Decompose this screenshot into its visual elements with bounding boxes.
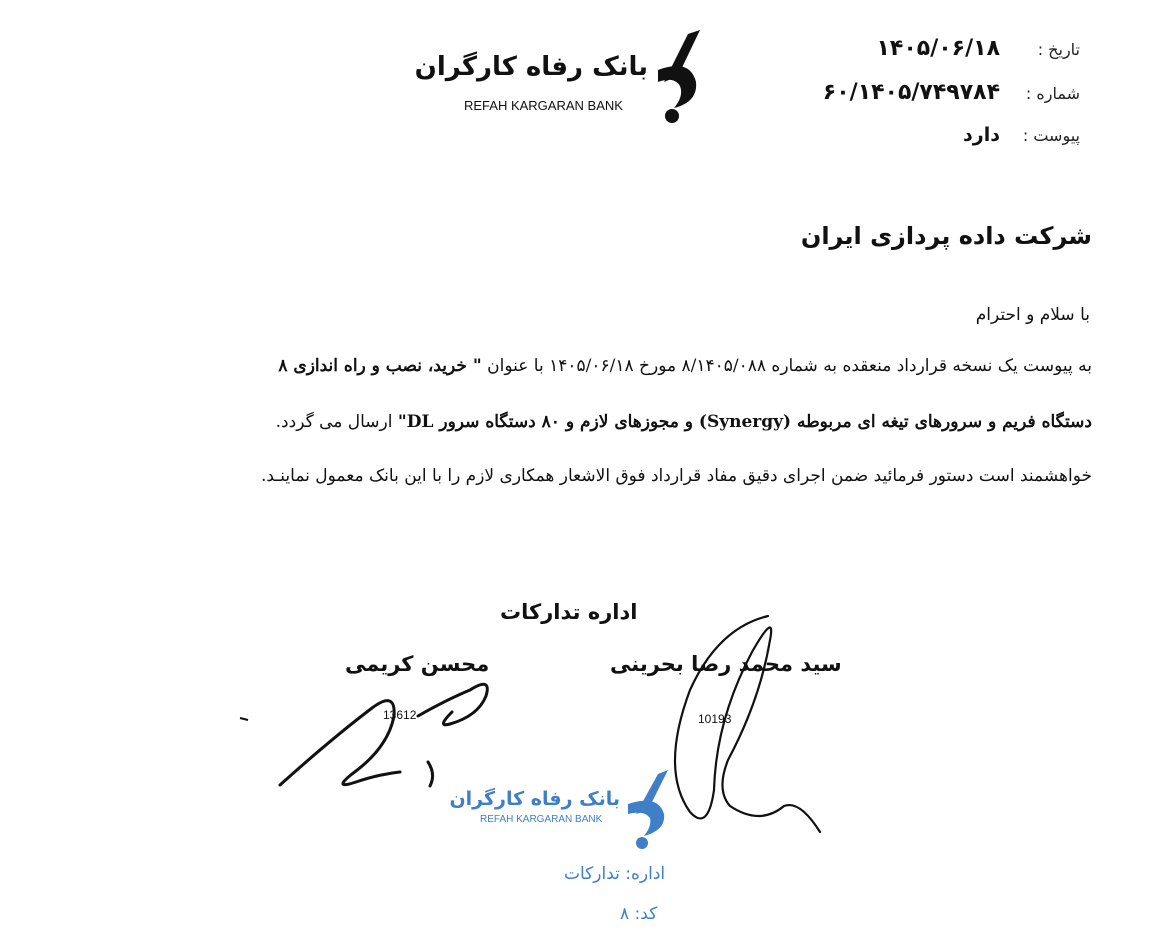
signature-dash xyxy=(240,718,248,720)
stamp-emblem-icon xyxy=(622,770,678,850)
body-line-1-bold: " خرید، نصب و راه اندازی ۸ xyxy=(278,356,482,376)
signer-left-name: محسن کریمی xyxy=(345,652,490,676)
attachment-label: پیوست : xyxy=(1022,126,1080,145)
number-label: شماره : xyxy=(1025,84,1080,103)
stamp-logo-en: REFAH KARGARAN BANK xyxy=(480,814,603,825)
stamp-code: کد: ۸ xyxy=(620,904,658,924)
body-line-2-bold: دستگاه فریم و سرورهای تیغه ای مربوطه (Synergy) و مجوزهای لازم و ۸۰ دستگاه سرور DL" xyxy=(397,412,1092,432)
body-line-2-plain: ارسال می گردد. xyxy=(275,412,398,432)
date-label: تاریخ : xyxy=(1037,40,1080,59)
stamp-logo-fa: بانک رفاه کارگران xyxy=(449,788,620,810)
greeting: با سلام و احترام xyxy=(975,305,1090,325)
signer-left-code: 13612 xyxy=(383,708,417,722)
official-stamp xyxy=(449,770,678,930)
signature-left xyxy=(280,684,487,786)
attachment-value: دارد xyxy=(963,124,1000,146)
department-title: اداره تدارکات xyxy=(500,600,638,624)
number-value: ۶۰/۱۴۰۵/۷۴۹۷۸۴ xyxy=(822,80,1000,105)
body-line-1-plain: به پیوست یک نسخه قرارداد منعقده به شماره ۸/۱۴۰۵/۰۸۸ مورخ ۱۴۰۵/۰۶/۱۸ با عنوان xyxy=(481,356,1092,376)
logo-text-fa: بانک رفاه کارگران xyxy=(414,52,648,82)
signer-right-code: 10193 xyxy=(698,712,732,726)
stamp-department: اداره: تدارکات xyxy=(564,864,666,884)
logo-text-en: REFAH KARGARAN BANK xyxy=(464,98,623,113)
signature-right xyxy=(675,616,820,832)
body-line-3: خواهشمند است دستور فرمائید ضمن اجرای دقیق مفاد قرارداد فوق الاشعار همکاری لازم را با این بانک معمول نماینـد. xyxy=(260,466,1092,486)
recipient-title: شرکت داده پردازی ایران xyxy=(800,222,1092,250)
signer-right-name: سید محمد رضا بحرینی xyxy=(610,652,842,676)
date-value: ۱۴۰۵/۰۶/۱۸ xyxy=(876,36,1000,61)
